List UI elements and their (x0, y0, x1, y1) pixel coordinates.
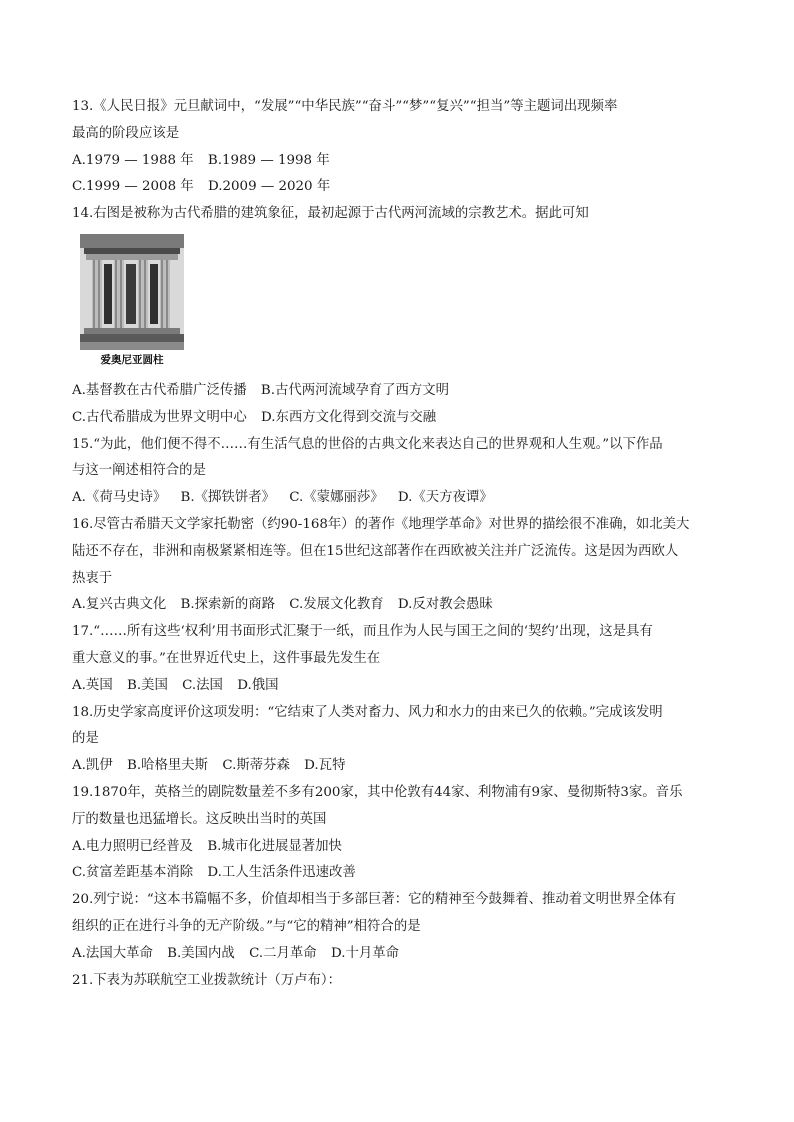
option-d: D.瓦特 (304, 758, 346, 774)
options-row (72, 860, 722, 887)
question-18 (72, 700, 722, 780)
question-stem-line: 热衷于 (72, 570, 113, 586)
option-c: C.古代希腊成为世界文明中心 (72, 409, 247, 425)
question-14 (72, 201, 722, 431)
option-d: D.俄国 (237, 677, 279, 693)
option-b: B.探索新的商路 (180, 597, 275, 613)
question-15 (72, 432, 722, 512)
ionic-column-image (80, 234, 184, 350)
option-d: D.工人生活条件迅速改善 (207, 865, 356, 881)
option-c: C.法国 (182, 677, 223, 693)
option-c: C.《蒙娜丽莎》 (289, 490, 384, 506)
question-stem-line: 20.列宁说：“这本书篇幅不多，价值却相当于多部巨著：它的精神至今鼓舞着、推动着文明世界全体有 (72, 892, 676, 908)
question-13 (72, 94, 722, 201)
option-c: C.1999 — 2008 年 (72, 179, 194, 195)
option-c: C.贫富差距基本消除 (72, 865, 194, 881)
option-c: C.斯蒂芬森 (222, 758, 290, 774)
option-d: D.《天方夜谭》 (397, 490, 493, 506)
figure-caption: 爱奥尼亚圆柱 (100, 353, 164, 366)
option-d: D.反对教会愚昧 (397, 597, 493, 613)
options-row (72, 834, 722, 861)
options-row (72, 378, 722, 405)
option-a: A.1979 — 1988 年 (72, 152, 194, 168)
question-stem-line: 组织的正在进行斗争的无产阶级。”与“它的精神”相符合的是 (72, 918, 421, 934)
option-b: B.美国 (126, 677, 168, 693)
option-c: C.发展文化教育 (289, 597, 384, 613)
options-row (72, 753, 722, 780)
options-row (72, 592, 722, 619)
question-stem-line: 陆还不存在，非洲和南极紧紧相连等。但在15世纪这部著作在西欧被关注并广泛流传。这是因为西欧人 (72, 543, 679, 559)
option-c: C.二月革命 (249, 945, 317, 961)
options-row (72, 174, 722, 201)
option-b: B.1989 — 1998 年 (207, 152, 330, 168)
question-16 (72, 512, 722, 619)
option-a: A.英国 (72, 677, 113, 693)
options-row (72, 148, 722, 175)
ionic-column-figure (80, 234, 184, 370)
question-stem-line: 16.尽管古希腊天文学家托勒密（约90-168年）的著作《地理学革命》对世界的描绘很不准确，如北美大 (72, 516, 690, 532)
question-stem-line: 21.下表为苏联航空工业拨款统计（万卢布）： (72, 972, 342, 988)
option-b: B.《掷铁饼者》 (180, 490, 275, 506)
option-b: B.哈格里夫斯 (126, 758, 209, 774)
option-b: B.美国内战 (167, 945, 235, 961)
option-a: A.基督教在古代希腊广泛传播 (72, 382, 247, 398)
question-stem-line: 14.右图是被称为古代希腊的建筑象征，最初起源于古代两河流域的宗教艺术。据此可知 (72, 206, 589, 222)
question-21 (72, 968, 722, 995)
option-a: A.法国大革命 (72, 945, 153, 961)
question-stem-line: 厅的数量也迅猛增长。这反映出当时的英国 (72, 811, 327, 827)
exam-page (72, 94, 722, 994)
question-stem-line: 18.历史学家高度评价这项发明：“它结束了人类对畜力、风力和水力的由来已久的依赖。”完成该发明 (72, 704, 663, 720)
question-stem-line: 的是 (72, 731, 99, 747)
question-20 (72, 887, 722, 967)
option-a: A.复兴古典文化 (72, 597, 167, 613)
question-stem-line: 13.《人民日报》元旦献词中，“发展”“中华民族”“奋斗”“梦”“复兴”“担当”等主题词出现频率 (72, 99, 618, 114)
options-row (72, 941, 722, 968)
question-17 (72, 619, 722, 699)
question-stem-line: 与这一阐述相符合的是 (72, 463, 206, 479)
question-stem-line: 19.1870年，英格兰的剧院数量差不多有200家，其中伦敦有44家、利物浦有9家、曼彻斯特3家。音乐 (72, 784, 683, 800)
options-row (72, 405, 722, 432)
figure-container (72, 228, 722, 378)
question-stem-line: 重大意义的事。”在世界近代史上，这件事最先发生在 (72, 650, 381, 666)
question-stem-line: 17.“……所有这些‘权利’用书面形式汇聚于一纸，而且作为人民与国王之间的‘契约’出现，这是具有 (72, 624, 653, 640)
option-a: A.电力照明已经普及 (72, 838, 194, 854)
question-stem-line: 最高的阶段应该是 (72, 125, 180, 141)
option-b: B.城市化进展显著加快 (207, 838, 342, 854)
option-d: D.十月革命 (330, 945, 400, 961)
options-row (72, 673, 722, 700)
option-d: D.东西方文化得到交流与交融 (260, 409, 437, 425)
option-a: A.凯伊 (72, 758, 113, 774)
option-d: D.2009 — 2020 年 (208, 179, 331, 195)
option-a: A.《荷马史诗》 (72, 490, 167, 506)
option-b: B.古代两河流域孕育了西方文明 (260, 382, 450, 398)
question-19 (72, 780, 722, 887)
options-row (72, 485, 722, 512)
question-stem-line: 15.“为此，他们便不得不……有生活气息的世俗的古典文化来表达自己的世界观和人生观。”以下作品 (72, 436, 663, 452)
